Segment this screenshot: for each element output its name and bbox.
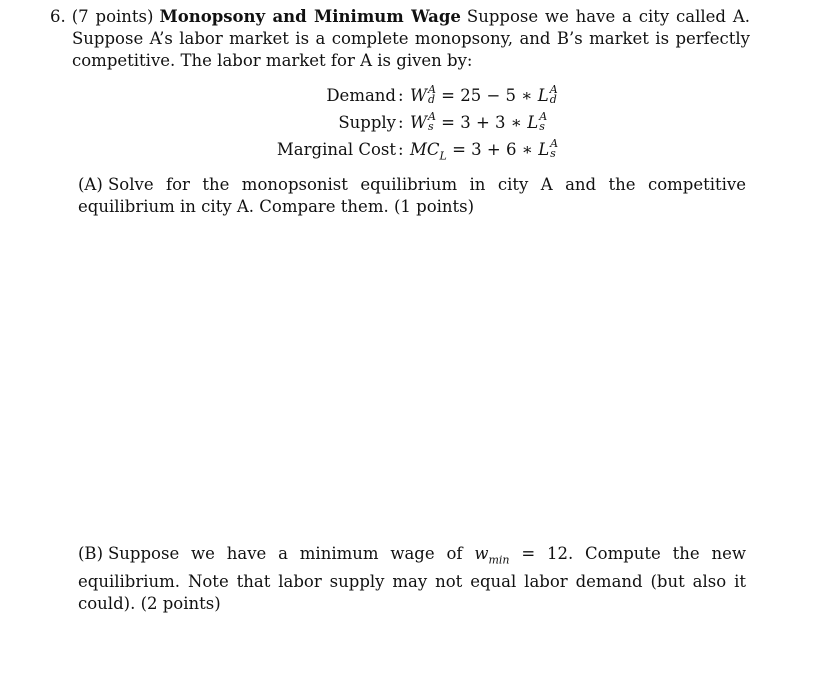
equation-math: $MC_L = 3 + 6$ ∗ L A s [410,136,559,163]
equation-math: W A d = 25 − 5 ∗ L A d [410,82,558,106]
equation-demand: Demand : W A d = 25 − 5 ∗ L A d [0,82,836,109]
problem-number: 6. [50,7,66,26]
part-b-label: (B) [78,544,103,563]
equation-label: Marginal Cost [276,140,396,159]
part-b-text-after: = 12. Compute the new equilibrium. Note that labor supply may not equal labor demand (but also it could). (2 points) [78,544,747,614]
part-a [78,174,746,218]
problem-title: Monopsony and Minimum Wage [159,7,461,26]
equation-block [0,82,836,163]
part-a-text: Solve for the monopsonist equilibrium in city A and the competitive equilibrium in city A. Compare them. (1 points) [78,175,746,216]
part-a-label: (A) [78,175,103,194]
equation-marginal-cost: Marginal Cost : $MC_L = 3 + 6$ ∗ L A s [0,136,836,163]
problem-points: (7 points) [71,7,154,26]
part-b-text-before: Suppose we have a minimum wage of [108,544,463,563]
equation-supply: Supply : W A s = 3 + 3 ∗ L A s [0,109,836,136]
equation-math: W A s = 3 + 3 ∗ L A s [410,109,548,133]
problem-statement [50,6,750,72]
wmin-symbol: $w_{min}$ [474,544,510,567]
equation-label: Supply [338,113,396,132]
problem-intro: Suppose we have a city called A. Suppose A’s labor market is a complete monopsony, and B’s market is perfectly competitive. The labor market for A is given by: [72,7,750,70]
equation-label: Demand [326,86,396,105]
part-b [78,543,746,615]
